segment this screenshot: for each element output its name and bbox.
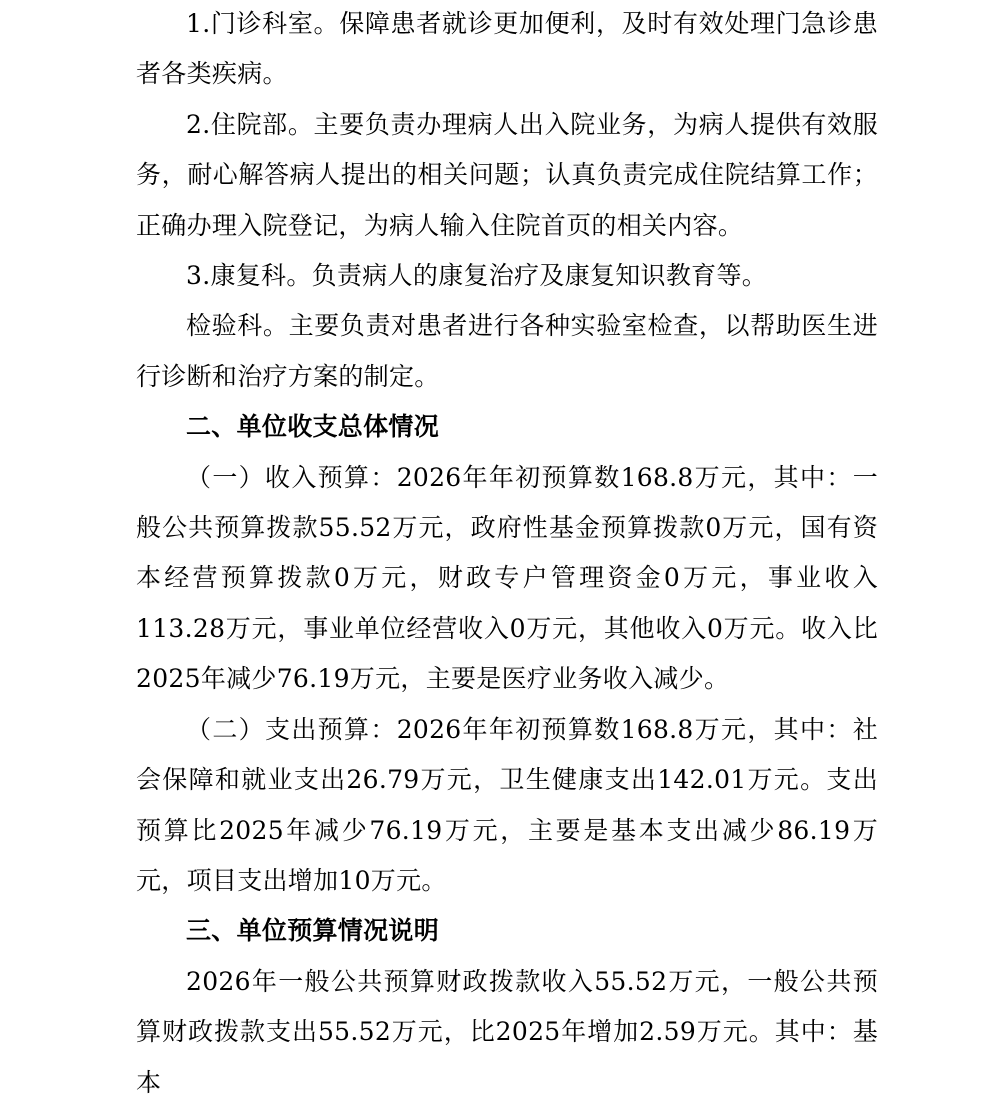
paragraph-outpatient: 1.门诊科室。保障患者就诊更加便利，及时有效处理门急诊患者各类疾病。 — [136, 9, 878, 89]
paragraph-income-budget: （一）收入预算：2026年年初预算数168.8万元，其中：一般公共预算拨款55.52万元，政府性基金预算拨款0万元，国有资本经营预算拨款0万元，财政专户管理资金0万元，事业收入113.28万元，事业单位经营收入0万元，其他收入0万元。收入比2025年减少76.19万元，主要是医疗业务收入减少。 — [136, 462, 878, 694]
paragraph-laboratory: 检验科。主要负责对患者进行各种实验室检查，以帮助医生进行诊断和治疗方案的制定。 — [136, 311, 878, 391]
paragraph-general-budget: 2026年一般公共预算财政拨款收入55.52万元，一般公共预算财政拨款支出55.52万元，比2025年增加2.59万元。其中：基本 — [136, 966, 878, 1097]
paragraph-rehabilitation: 3.康复科。负责病人的康复治疗及康复知识教育等。 — [186, 261, 768, 291]
document-page — [136, 0, 878, 1108]
paragraph-expense-budget: （二）支出预算：2026年年初预算数168.8万元，其中：社会保障和就业支出26.79万元，卫生健康支出142.01万元。支出预算比2025年减少76.19万元，主要是基本支出减少86.19万元，项目支出增加10万元。 — [136, 714, 878, 895]
section-heading-income-expense: 二、单位收支总体情况 — [186, 412, 440, 442]
section-heading-budget-explanation: 三、单位预算情况说明 — [186, 916, 440, 946]
paragraph-inpatient: 2.住院部。主要负责办理病人出入院业务，为病人提供有效服务，耐心解答病人提出的相关问题；认真负责完成住院结算工作；正确办理入院登记，为病人输入住院首页的相关内容。 — [136, 109, 878, 240]
